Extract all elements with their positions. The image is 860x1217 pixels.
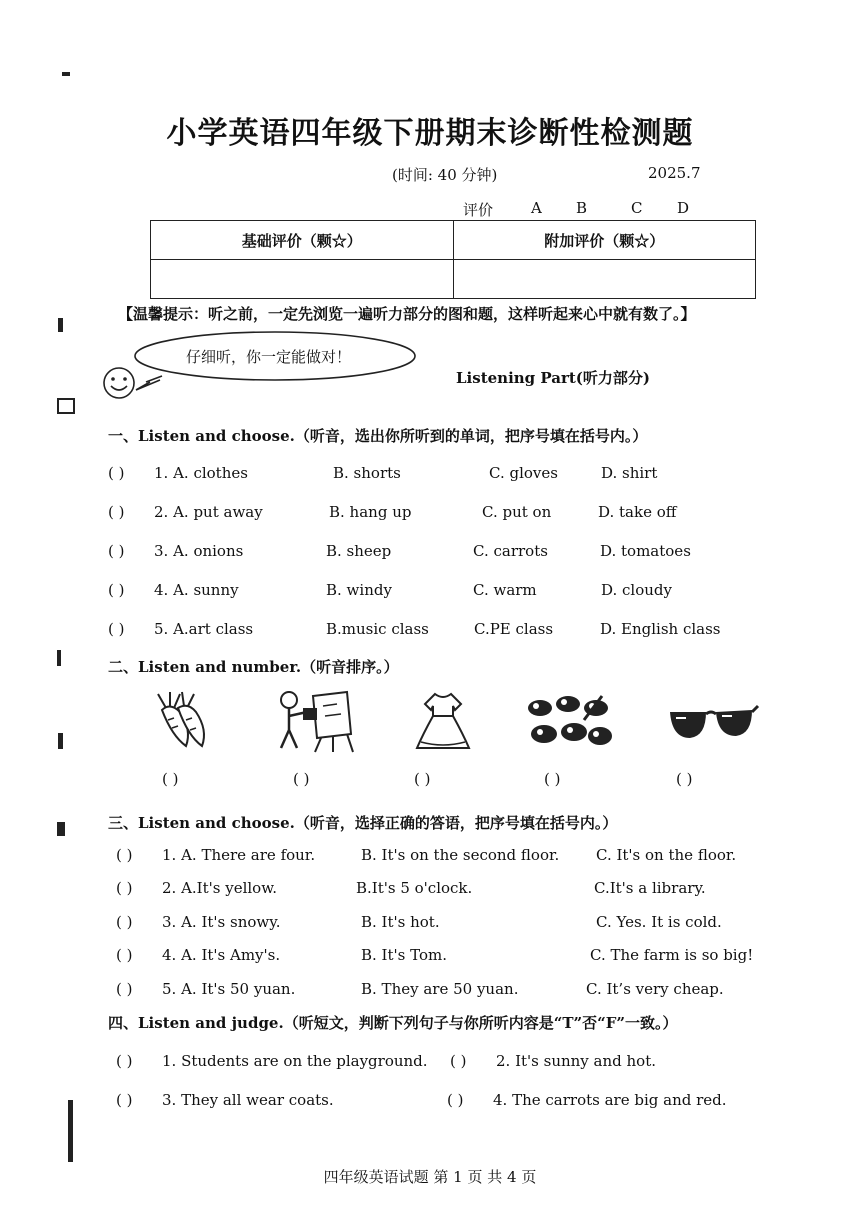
answer-paren[interactable]: ( ): [116, 879, 133, 897]
sunglasses-picture: [666, 702, 760, 746]
option-c: C.It's a library.: [594, 879, 706, 897]
evaluation-table: [150, 220, 756, 299]
section4-title: 四、Listen and judge.（听短文，判断下列句子与你所听内容是“T”否“F”一致。）: [108, 1014, 678, 1032]
question-option-a: 3. A. onions: [154, 542, 244, 560]
answer-paren[interactable]: ( ): [108, 503, 125, 521]
question-option-a: 2. A. put away: [154, 503, 263, 521]
section3-title: 三、Listen and choose.（听音，选择正确的答语，把序号填在括号内。）: [108, 814, 618, 832]
margin-mark: [57, 398, 75, 414]
answer-paren[interactable]: ( ): [447, 1091, 464, 1109]
margin-mark: [58, 318, 63, 332]
question-option-a: 5. A.art class: [154, 620, 254, 638]
answer-paren[interactable]: ( ): [116, 980, 133, 998]
grade-label: 评价: [463, 201, 494, 219]
answer-paren[interactable]: ( ): [108, 581, 125, 599]
option-b: B. It's Tom.: [361, 946, 447, 964]
s2-answer-paren-4[interactable]: ( ): [544, 770, 561, 788]
option-d: D. take off: [598, 503, 677, 521]
extra-eval-header: 附加评价（颗☆）: [453, 221, 756, 260]
grade-d: D: [677, 199, 690, 217]
question-option-a: 1. A. There are four.: [162, 846, 316, 864]
option-b: B. It's hot.: [361, 913, 440, 931]
option-d: D. tomatoes: [600, 542, 691, 560]
exam-date: 2025.7: [648, 164, 701, 182]
option-c: C.PE class: [474, 620, 554, 638]
answer-paren[interactable]: ( ): [108, 464, 125, 482]
listening-part-title: Listening Part(听力部分): [456, 369, 651, 387]
basic-eval-header: 基础评价（颗☆）: [151, 221, 454, 260]
question-option-a: 3. A. It's snowy.: [162, 913, 281, 931]
judge-statement: 2. It's sunny and hot.: [496, 1052, 657, 1070]
margin-mark: [57, 822, 65, 836]
sheep-picture: [524, 690, 616, 754]
question-option-a: 1. A. clothes: [154, 464, 248, 482]
margin-mark: [58, 733, 63, 749]
painting-picture: [273, 688, 357, 754]
option-b: B. windy: [326, 581, 392, 599]
grade-c: C: [631, 199, 643, 217]
option-b: B. It's on the second floor.: [361, 846, 560, 864]
option-b: B. shorts: [333, 464, 401, 482]
answer-paren[interactable]: ( ): [108, 542, 125, 560]
dress-picture: [415, 690, 471, 752]
option-c: C. The farm is so big!: [590, 946, 754, 964]
option-b: B. hang up: [329, 503, 412, 521]
option-c: C. carrots: [473, 542, 548, 560]
option-c: C. put on: [482, 503, 552, 521]
option-c: C. gloves: [489, 464, 558, 482]
option-b: B. They are 50 yuan.: [361, 980, 519, 998]
judge-statement: 1. Students are on the playground.: [162, 1052, 428, 1070]
basic-eval-cell[interactable]: [151, 260, 454, 299]
option-d: D. shirt: [601, 464, 658, 482]
question-option-a: 4. A. sunny: [154, 581, 239, 599]
option-b: B.music class: [326, 620, 429, 638]
grade-b: B: [576, 199, 588, 217]
exam-title: 小学英语四年级下册期末诊断性检测题: [166, 116, 694, 151]
time-limit: (时间: 40 分钟): [392, 166, 498, 184]
answer-paren[interactable]: ( ): [450, 1052, 467, 1070]
page-footer: 四年级英语试题 第 1 页 共 4 页: [323, 1168, 537, 1186]
answer-paren[interactable]: ( ): [116, 913, 133, 931]
section2-title: 二、Listen and number.（听音排序。）: [108, 658, 399, 676]
answer-paren[interactable]: ( ): [116, 846, 133, 864]
answer-paren[interactable]: ( ): [116, 946, 133, 964]
option-d: D. cloudy: [601, 581, 672, 599]
option-c: C. It's on the floor.: [596, 846, 737, 864]
s2-answer-paren-1[interactable]: ( ): [162, 770, 179, 788]
question-option-a: 4. A. It's Amy's.: [162, 946, 281, 964]
option-c: C. Yes. It is cold.: [596, 913, 722, 931]
warm-tip: 【温馨提示：听之前，一定先浏览一遍听力部分的图和题，这样听起来心中就有数了。】: [118, 305, 696, 323]
s2-answer-paren-3[interactable]: ( ): [414, 770, 431, 788]
judge-statement: 4. The carrots are big and red.: [493, 1091, 727, 1109]
answer-paren[interactable]: ( ): [108, 620, 125, 638]
question-option-a: 2. A.It's yellow.: [162, 879, 278, 897]
bubble-text: 仔细听，你一定能做对！: [186, 348, 352, 366]
s2-answer-paren-2[interactable]: ( ): [293, 770, 310, 788]
option-c: C. It’s very cheap.: [586, 980, 724, 998]
question-option-a: 5. A. It's 50 yuan.: [162, 980, 296, 998]
judge-statement: 3. They all wear coats.: [162, 1091, 334, 1109]
option-b: B. sheep: [326, 542, 392, 560]
option-b: B.It's 5 o'clock.: [356, 879, 473, 897]
option-d: D. English class: [600, 620, 721, 638]
grade-a: A: [531, 199, 542, 217]
s2-answer-paren-5[interactable]: ( ): [676, 770, 693, 788]
smiley-icon: [102, 366, 136, 400]
margin-mark: [62, 72, 70, 76]
carrots-picture: [152, 690, 218, 750]
margin-mark: [57, 650, 61, 666]
margin-mark: [68, 1100, 73, 1162]
answer-paren[interactable]: ( ): [116, 1091, 133, 1109]
answer-paren[interactable]: ( ): [116, 1052, 133, 1070]
option-c: C. warm: [473, 581, 537, 599]
section1-title: 一、Listen and choose.（听音，选出你所听到的单词，把序号填在括号内。）: [108, 427, 648, 445]
extra-eval-cell[interactable]: [453, 260, 756, 299]
